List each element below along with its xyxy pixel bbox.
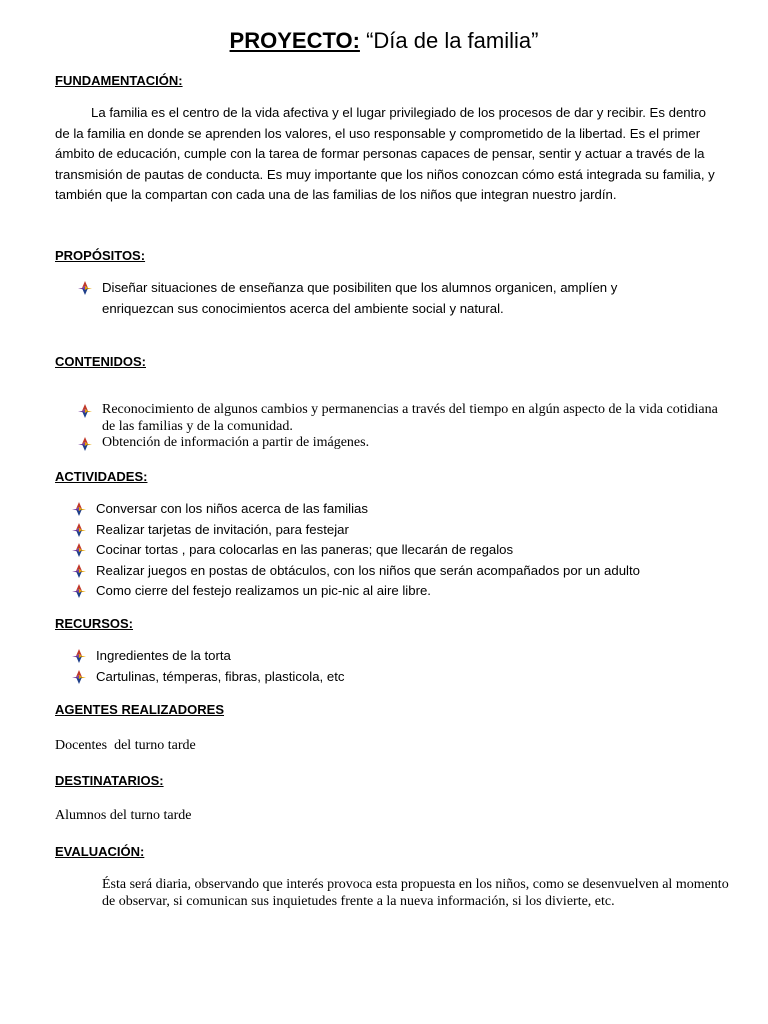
- title-keyword: PROYECTO:: [229, 28, 360, 53]
- heading-recursos: RECURSOS:: [55, 616, 134, 631]
- list-item: [96, 561, 736, 582]
- list-item: [96, 581, 736, 602]
- list-item: [96, 667, 736, 688]
- heading-evaluacion: EVALUACIÓN:: [55, 844, 145, 859]
- proposito-text: Diseñar situaciones de enseñanza que posibiliten que los alumnos organicen, amplíen y enriquezcan sus conocimientos acerca del ambiente social y natural.: [102, 280, 618, 316]
- arrow-bullet-icon: [78, 281, 92, 295]
- arrow-bullet-icon: [72, 502, 86, 516]
- list-item: [102, 435, 727, 452]
- recurso-text: Ingredientes de la torta: [96, 648, 231, 663]
- list-item: [102, 402, 727, 435]
- arrow-bullet-icon: [78, 404, 92, 418]
- destinatarios-text: Alumnos del turno tarde: [55, 808, 192, 823]
- recurso-text: Cartulinas, témperas, fibras, plasticola, etc: [96, 668, 345, 684]
- recursos-list: [96, 646, 736, 687]
- arrow-bullet-icon: [72, 523, 86, 537]
- fundamentacion-paragraph: [55, 103, 723, 206]
- actividad-text: Realizar tarjetas de invitación, para festejar: [96, 521, 349, 537]
- heading-destinatarios: DESTINATARIOS:: [55, 773, 164, 788]
- arrow-bullet-icon: [78, 437, 92, 451]
- arrow-bullet-icon: [72, 649, 86, 663]
- title-text: “Día de la familia”: [366, 28, 539, 53]
- contenidos-list: [102, 402, 727, 452]
- list-item: [102, 278, 662, 319]
- heading-actividades: ACTIVIDADES:: [55, 469, 148, 484]
- heading-agentes: AGENTES REALIZADORES: [55, 702, 225, 717]
- actividades-list: [96, 499, 736, 602]
- actividad-text: Conversar con los niños acerca de las familias: [96, 501, 368, 516]
- agentes-text: Docentes del turno tarde: [55, 738, 196, 753]
- heading-propositos: PROPÓSITOS:: [55, 248, 146, 263]
- list-item: [96, 499, 736, 520]
- propositos-list: [102, 278, 662, 319]
- evaluacion-text: Ésta será diaria, observando que interés provoca esta propuesta en los niños, como se desenvuelven al momento de observar, si comunican sus inquietudes frente a la nueva información, si los divierte, etc.: [102, 877, 729, 909]
- arrow-bullet-icon: [72, 543, 86, 557]
- document-title: [0, 26, 768, 56]
- contenido-text: Reconocimiento de algunos cambios y permanencias a través del tiempo en algún aspecto de la vida cotidiana de las familias y de la comunidad.: [102, 402, 718, 434]
- heading-fundamentacion: FUNDAMENTACIÓN:: [55, 73, 183, 88]
- list-item: [96, 520, 736, 541]
- heading-contenidos: CONTENIDOS:: [55, 354, 146, 369]
- actividad-text: Como cierre del festejo realizamos un pic-nic al aire libre.: [96, 583, 431, 598]
- actividad-text: Cocinar tortas , para colocarlas en las paneras; que llecarán de regalos: [96, 542, 514, 557]
- arrow-bullet-icon: [72, 564, 86, 578]
- fundamentacion-text: La familia es el centro de la vida afectiva y el lugar privilegiado de los procesos de dar y recibir. Es dentro de la familia en donde se aprenden los valores, el uso responsable y comprometido de la libertad. Es el primer ámbito de educación, cumple con la tarea de formar personas capaces de pensar, sentir y actuar a través de la transmisión de pautas de conducta. Es muy importante que los niños conozcan cómo está integrada su familia, y también que la compartan con cada una de las familias de los niños que integran nuestro jardín.: [55, 105, 715, 202]
- actividad-text: Realizar juegos en postas de obtáculos, con los niños que serán acompañados por un adulto: [96, 562, 640, 578]
- contenido-text: Obtención de información a partir de imágenes.: [102, 435, 370, 450]
- list-item: [96, 646, 736, 667]
- list-item: [96, 540, 736, 561]
- arrow-bullet-icon: [72, 670, 86, 684]
- arrow-bullet-icon: [72, 584, 86, 598]
